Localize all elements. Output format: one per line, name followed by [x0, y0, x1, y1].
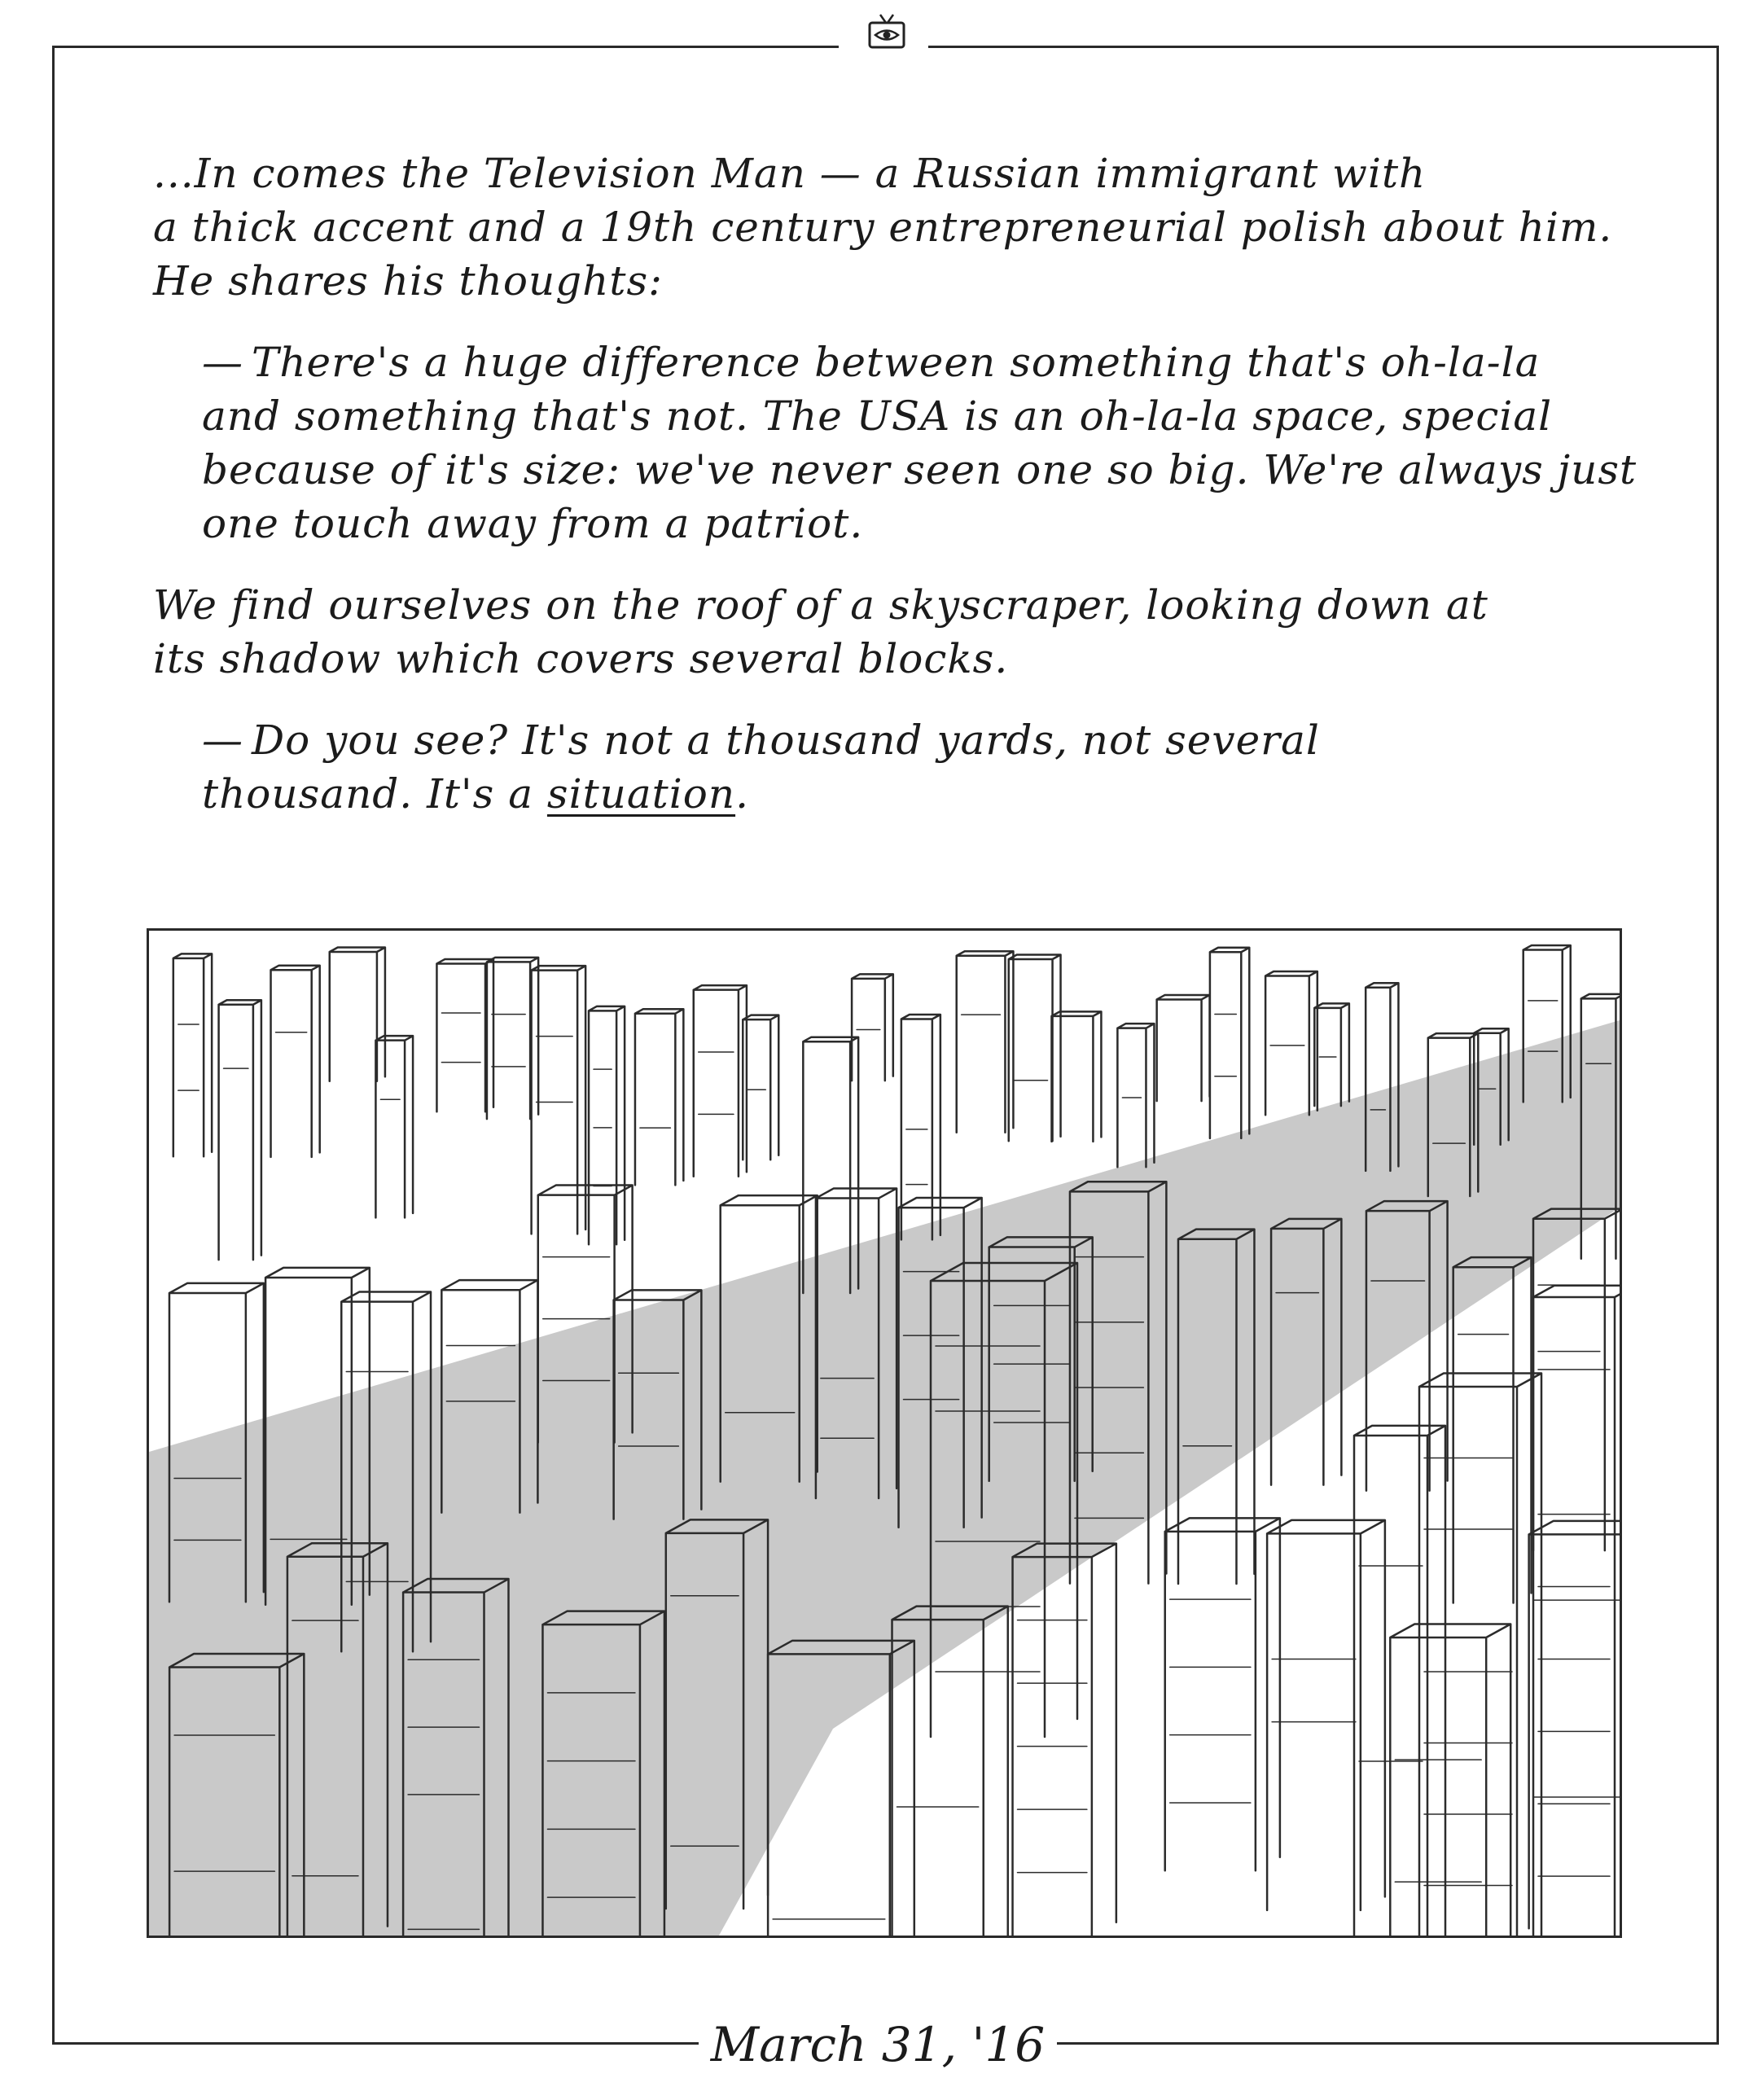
quote-oh-la-la: [202, 335, 1643, 550]
building-outline: [589, 1006, 625, 1244]
building-outline: [1529, 1521, 1620, 1928]
building-outline: [1013, 1544, 1116, 1936]
quote-situation: [202, 713, 1643, 821]
date-caption: March 31, '16: [710, 2017, 1046, 2072]
building-outline: [271, 966, 320, 1157]
building-outline: [1051, 1011, 1101, 1141]
building-outline: [1157, 995, 1210, 1101]
building-outline: [1267, 1520, 1385, 1910]
quote-text: There's a huge difference between something that's oh-la-la and something that's not. The USA is an oh-la-la space, special because of it's size: we've never seen one so big. We're always just one touch away from a patriot.: [202, 339, 1637, 547]
building-outline: [1265, 971, 1317, 1115]
building-outline: [330, 948, 385, 1081]
building-outline: [901, 1015, 940, 1239]
quote-dash: —: [202, 339, 243, 386]
tv-eye-icon: [866, 11, 908, 54]
narration-intro: ...In comes the Television Man — a Russian immigrant with a thick accent and a 19th century entrepreneurial polish about him. He shares his thoughts:: [153, 150, 1613, 305]
building-outline: [1165, 1518, 1280, 1870]
building-outline: [1390, 1624, 1510, 1936]
building-outline: [1117, 1024, 1154, 1167]
building-outline: [1314, 1003, 1349, 1106]
building-outline: [694, 985, 747, 1177]
narration-rooftop: We find ourselves on the roof of a skyscraper, looking down at its shadow which covers several blocks.: [153, 581, 1488, 682]
building-outline: [1009, 955, 1061, 1142]
underlined-word: situation: [546, 770, 736, 818]
building-outline: [1533, 1209, 1620, 1551]
building-outline: [635, 1009, 683, 1185]
building-outline: [1210, 948, 1249, 1138]
building-outline: [375, 1036, 413, 1217]
building-outline: [743, 1015, 778, 1160]
building-outline: [219, 1000, 261, 1260]
city-drawing: [149, 931, 1620, 1936]
building-outline: [1354, 1426, 1445, 1936]
quote-text-after: .: [735, 770, 749, 818]
building-outline: [436, 959, 493, 1111]
story-text: [153, 147, 1643, 848]
city-illustration: [147, 928, 1622, 1938]
building-outline: [1533, 1286, 1620, 1936]
building-outline: [173, 954, 212, 1156]
quote-dash: —: [202, 717, 243, 764]
building-outline: [957, 951, 1014, 1133]
quote-text-before: Do you see? It's not a thousand yards, not several thousand. It's a: [202, 717, 1320, 818]
